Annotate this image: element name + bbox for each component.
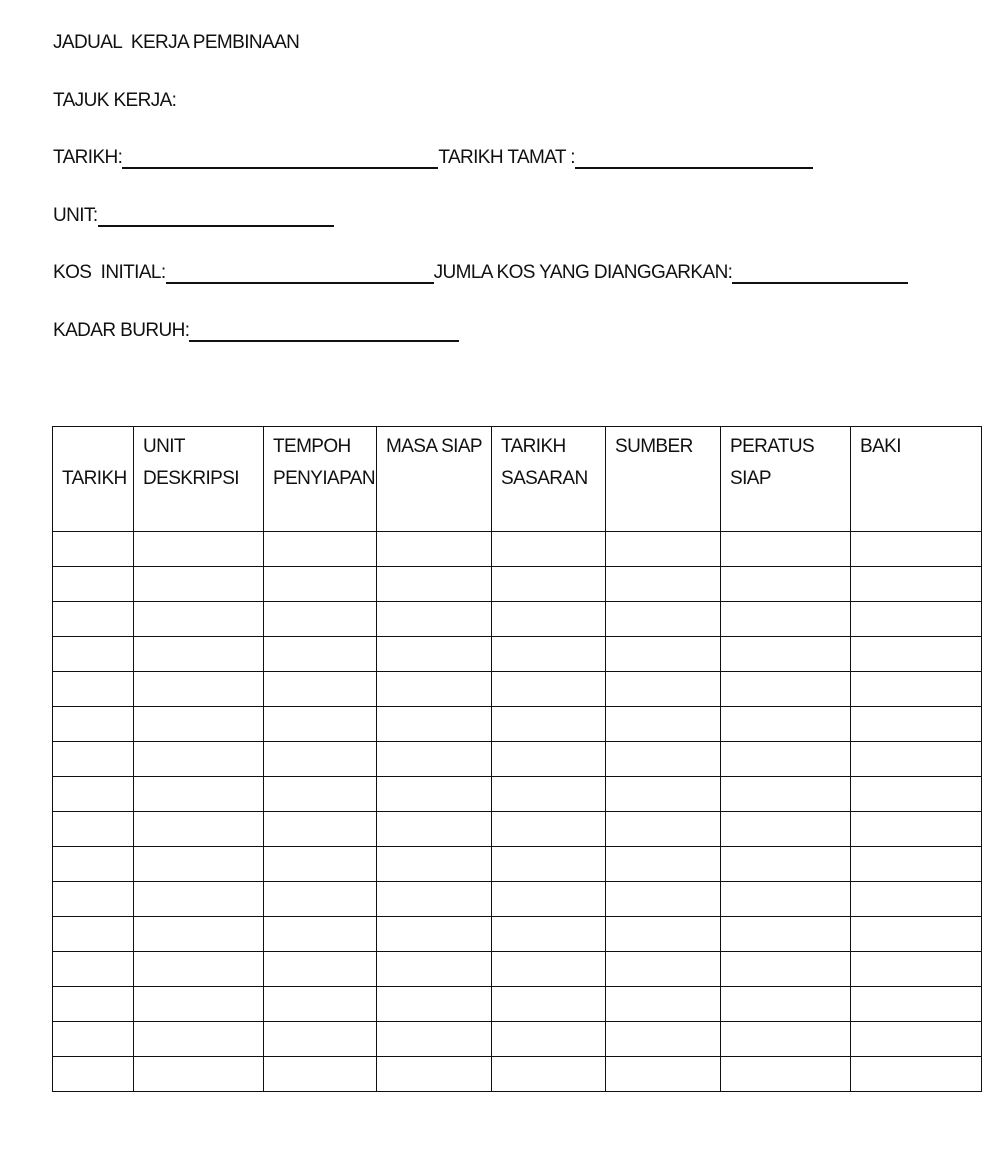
table-cell[interactable] [134,847,264,882]
tajuk-kerja-label: TAJUK KERJA: [53,90,177,111]
kadar-buruh-row [53,320,459,342]
table-cell[interactable] [606,987,721,1022]
table-cell[interactable] [851,532,982,567]
table-cell[interactable] [134,672,264,707]
table-row [53,987,982,1022]
table-cell[interactable] [851,742,982,777]
table-cell[interactable] [134,742,264,777]
table-cell[interactable] [606,917,721,952]
header-tarikh: TARIKH [53,427,134,532]
schedule-table [52,426,982,1092]
table-cell[interactable] [492,672,606,707]
table-cell[interactable] [606,952,721,987]
table-cell[interactable] [264,637,377,672]
table-cell[interactable] [53,917,134,952]
unit-field[interactable] [98,205,334,227]
table-header-row [53,427,982,532]
table-cell[interactable] [851,602,982,637]
table-cell[interactable] [53,567,134,602]
table-cell[interactable] [851,812,982,847]
tarikh-field[interactable] [122,147,438,169]
kos-row [53,262,908,284]
table-cell[interactable] [492,777,606,812]
table-cell[interactable] [53,707,134,742]
table-row [53,1057,982,1092]
table-cell[interactable] [851,567,982,602]
table-cell[interactable] [264,1057,377,1092]
table-cell[interactable] [606,532,721,567]
header-tempoh-penyiapan: TEMPOH PENYIAPAN [264,427,377,532]
table-cell[interactable] [134,952,264,987]
table-cell[interactable] [606,812,721,847]
table-cell[interactable] [264,777,377,812]
table-cell[interactable] [851,1057,982,1092]
table-cell[interactable] [377,1022,492,1057]
table-cell[interactable] [721,672,851,707]
table-cell[interactable] [134,777,264,812]
table-cell[interactable] [264,987,377,1022]
table-cell[interactable] [377,532,492,567]
table-cell[interactable] [264,917,377,952]
table-row [53,672,982,707]
table-cell[interactable] [492,917,606,952]
table-cell[interactable] [851,882,982,917]
table-cell[interactable] [492,1022,606,1057]
table-cell[interactable] [264,672,377,707]
table-cell[interactable] [492,882,606,917]
table-cell[interactable] [606,777,721,812]
table-row [53,1022,982,1057]
form-title [53,32,299,54]
table-cell[interactable] [606,1057,721,1092]
table-cell[interactable] [721,532,851,567]
table-cell[interactable] [377,777,492,812]
table-cell[interactable] [492,602,606,637]
table-cell[interactable] [377,917,492,952]
table-cell[interactable] [134,882,264,917]
table-row [53,847,982,882]
table-cell[interactable] [377,672,492,707]
table-row [53,952,982,987]
table-cell[interactable] [851,847,982,882]
table-cell[interactable] [606,602,721,637]
table-cell[interactable] [721,777,851,812]
header-tarikh-sasaran: TARIKH SASARAN [492,427,606,532]
jumla-kos-field[interactable] [732,262,908,284]
table-cell[interactable] [264,602,377,637]
tarikh-tamat-field[interactable] [575,147,813,169]
table-cell[interactable] [264,952,377,987]
table-cell[interactable] [264,847,377,882]
table-cell[interactable] [492,567,606,602]
table-cell[interactable] [53,672,134,707]
table-cell[interactable] [851,1022,982,1057]
table-row [53,812,982,847]
table-cell[interactable] [721,742,851,777]
table-cell[interactable] [53,532,134,567]
table-cell[interactable] [134,1022,264,1057]
table-cell[interactable] [606,1022,721,1057]
table-row [53,742,982,777]
table-cell[interactable] [606,742,721,777]
table-cell[interactable] [53,777,134,812]
table-cell[interactable] [53,882,134,917]
table-cell[interactable] [377,882,492,917]
table-cell[interactable] [53,812,134,847]
unit-label: UNIT: [53,205,98,226]
table-cell[interactable] [377,1057,492,1092]
table-cell[interactable] [134,1057,264,1092]
table-cell[interactable] [53,987,134,1022]
table-cell[interactable] [492,637,606,672]
tarikh-label: TARIKH: [53,147,123,168]
table-cell[interactable] [264,532,377,567]
table-cell[interactable] [721,952,851,987]
table-cell[interactable] [377,847,492,882]
table-cell[interactable] [492,532,606,567]
table-cell[interactable] [134,532,264,567]
table-cell[interactable] [377,602,492,637]
header-unit-deskripsi: UNIT DESKRIPSI [134,427,264,532]
table-cell[interactable] [851,672,982,707]
table-cell[interactable] [851,707,982,742]
schedule-body [53,532,982,1092]
table-cell[interactable] [53,742,134,777]
table-cell[interactable] [264,742,377,777]
jumla-kos-label: JUMLA KOS YANG DIANGGARKAN: [433,262,733,283]
table-cell[interactable] [264,882,377,917]
table-cell[interactable] [264,1022,377,1057]
table-cell[interactable] [721,812,851,847]
table-cell[interactable] [721,602,851,637]
table-cell[interactable] [721,707,851,742]
table-cell[interactable] [134,707,264,742]
table-cell[interactable] [721,987,851,1022]
table-cell[interactable] [721,847,851,882]
table-cell[interactable] [377,952,492,987]
table-cell[interactable] [606,672,721,707]
kos-initial-field[interactable] [166,262,434,284]
table-cell[interactable] [721,637,851,672]
table-cell[interactable] [721,882,851,917]
table-cell[interactable] [851,917,982,952]
tajuk-kerja-row [53,90,176,112]
table-cell[interactable] [606,567,721,602]
table-cell[interactable] [134,987,264,1022]
kos-initial-label: KOS INITIAL: [53,262,166,283]
table-cell[interactable] [53,1022,134,1057]
table-cell[interactable] [492,952,606,987]
table-cell[interactable] [134,567,264,602]
table-cell[interactable] [377,567,492,602]
kadar-buruh-field[interactable] [189,320,459,342]
table-row [53,532,982,567]
table-cell[interactable] [134,812,264,847]
table-cell[interactable] [134,917,264,952]
header-peratus-siap: PERATUS SIAP [721,427,851,532]
table-cell[interactable] [851,777,982,812]
unit-row [53,205,334,227]
table-cell[interactable] [377,707,492,742]
tarikh-row [53,147,813,169]
table-row [53,707,982,742]
table-cell[interactable] [721,1022,851,1057]
table-cell[interactable] [264,707,377,742]
table-cell[interactable] [492,987,606,1022]
table-cell[interactable] [492,1057,606,1092]
table-cell[interactable] [492,707,606,742]
table-cell[interactable] [606,707,721,742]
table-cell[interactable] [264,812,377,847]
table-cell[interactable] [721,567,851,602]
table-row [53,567,982,602]
table-cell[interactable] [53,952,134,987]
table-cell[interactable] [377,987,492,1022]
tarikh-tamat-label: TARIKH TAMAT : [438,147,575,168]
table-cell[interactable] [721,1057,851,1092]
table-cell[interactable] [851,952,982,987]
header-baki: BAKI [851,427,982,532]
table-cell[interactable] [377,742,492,777]
table-row [53,777,982,812]
table-cell[interactable] [264,567,377,602]
table-cell[interactable] [377,637,492,672]
header-masa-siap: MASA SIAP [377,427,492,532]
table-cell[interactable] [606,637,721,672]
table-cell[interactable] [721,917,851,952]
table-cell[interactable] [134,602,264,637]
table-cell[interactable] [492,847,606,882]
table-cell[interactable] [53,847,134,882]
table-row [53,882,982,917]
kadar-buruh-label: KADAR BURUH: [53,320,190,341]
table-cell[interactable] [851,637,982,672]
table-cell[interactable] [851,987,982,1022]
table-cell[interactable] [53,602,134,637]
table-cell[interactable] [606,882,721,917]
table-cell[interactable] [492,812,606,847]
table-row [53,637,982,672]
table-cell[interactable] [53,1057,134,1092]
table-row [53,917,982,952]
table-cell[interactable] [492,742,606,777]
table-cell[interactable] [53,637,134,672]
table-cell[interactable] [606,847,721,882]
header-sumber: SUMBER [606,427,721,532]
table-cell[interactable] [377,812,492,847]
table-cell[interactable] [134,637,264,672]
form-title-text: JADUAL KERJA PEMBINAAN [53,32,300,53]
table-row [53,602,982,637]
